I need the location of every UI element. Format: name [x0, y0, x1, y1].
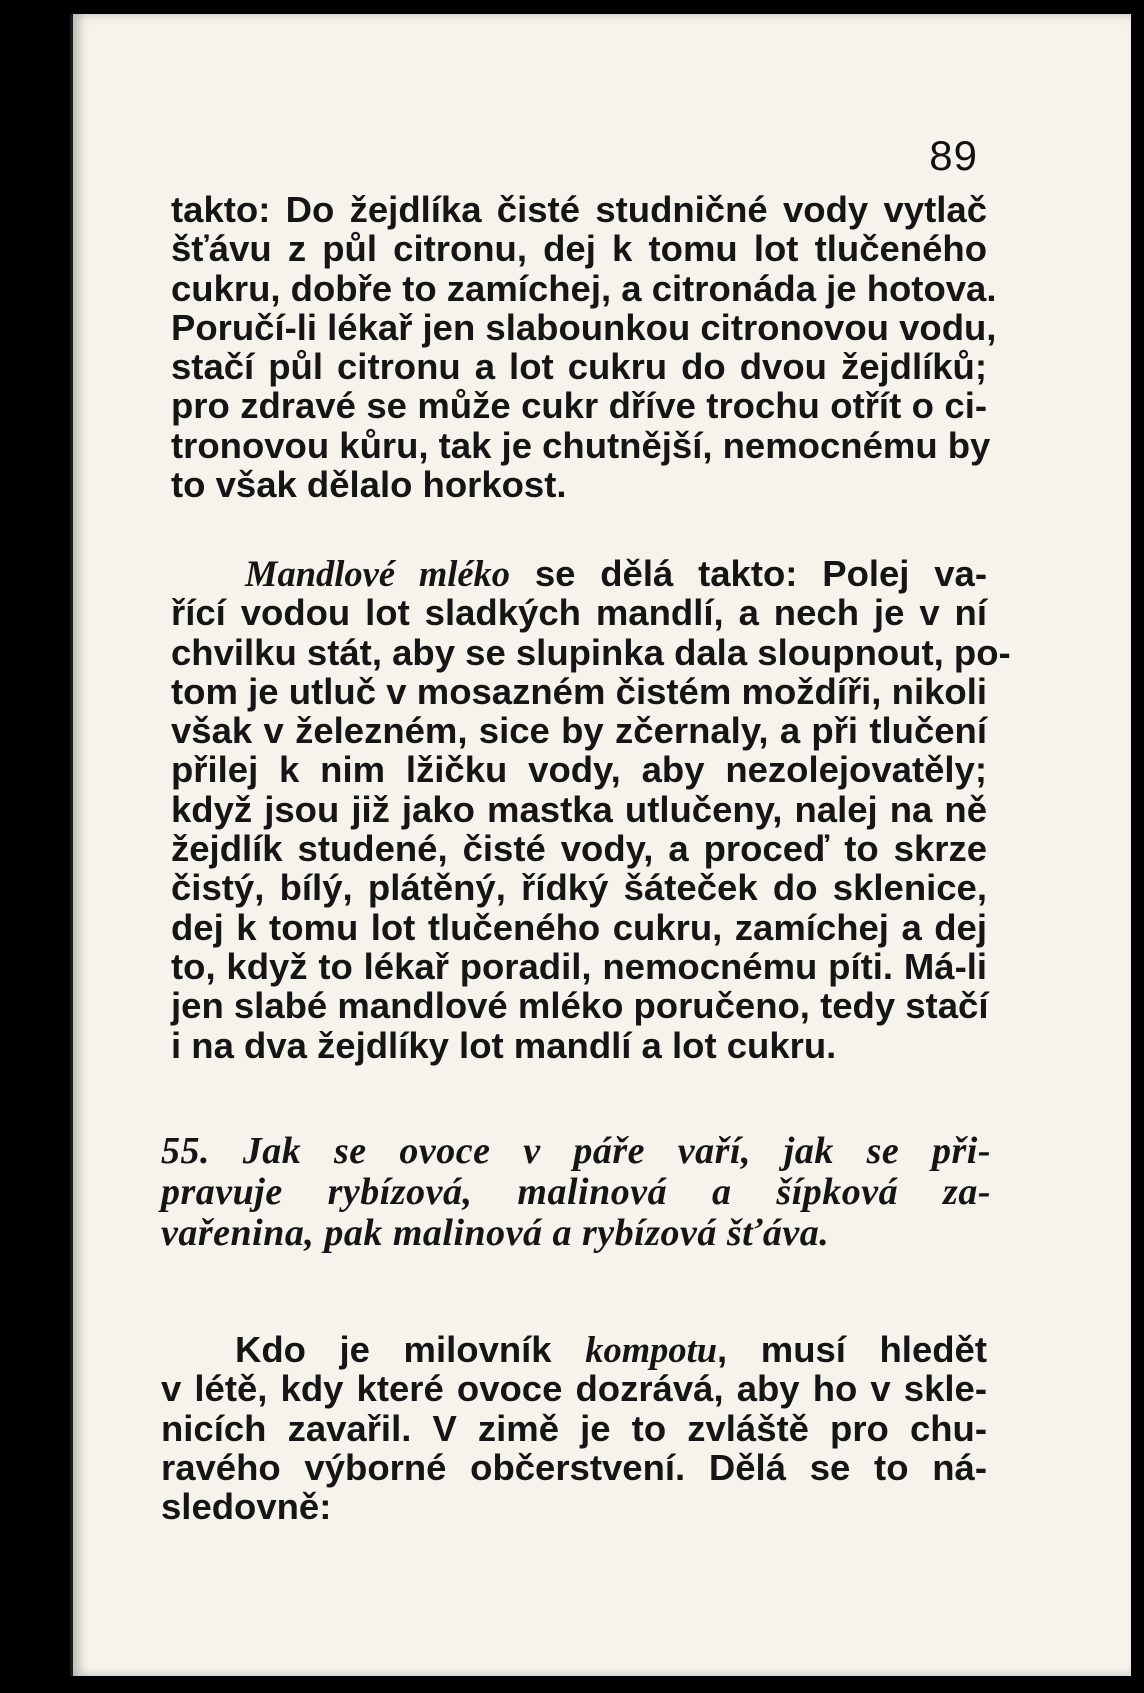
text-line: šťávu z půl citronu, dej k tomu lot tlučeného	[171, 228, 987, 270]
italic-term: kompotu	[585, 1329, 718, 1370]
text-line: pro zdravé se může cukr dříve trochu otřít o ci-	[171, 385, 987, 427]
text-line: to však dělalo horkost.	[171, 464, 567, 506]
text-line: řící vodou lot sladkých mandlí, a nech je v ní	[171, 592, 987, 634]
text-line: Poručí-li lékař jen slabounkou citronovou vodu,	[171, 306, 997, 348]
paragraph-citronada	[171, 189, 997, 506]
text-line: dej k tomu lot tlučeného cukru, zamíchej a dej	[171, 906, 987, 948]
text-line: přilej k nim lžičku vody, aby nezolejovatěly;	[171, 749, 987, 791]
text-line: tronovou kůru, tak je chutnější, nemocnému by	[171, 424, 991, 466]
text-line: žejdlík studené, čisté vody, a proceď to skrze	[171, 828, 987, 870]
text-line-lead	[171, 554, 987, 593]
paragraph-mandlove-mleko	[171, 553, 1011, 1066]
page-number: 89	[929, 132, 978, 179]
text-line: cukru, dobře to zamíchej, a citronáda je hotova.	[171, 267, 997, 309]
heading-line: vařenina, pak malinová a rybízová šťáva.	[161, 1212, 830, 1254]
italic-term: Mandlové mléko	[245, 553, 511, 594]
paragraph-kompot	[161, 1330, 987, 1526]
text-line: i na dva žejdlíky lot mandlí a lot cukru.	[171, 1024, 837, 1066]
text-line: chvilku stát, aby se slupinka dala sloupnout, po-	[171, 631, 1011, 673]
text-line: takto: Do žejdlíka čisté studničné vody vytlač	[171, 189, 987, 230]
text-line: ravého výborné občerstvení. Dělá se to ná-	[161, 1446, 987, 1488]
text-line: čistý, bílý, plátěný, řídký šáteček do sklenice,	[171, 867, 987, 909]
text-line: když jsou již jako mastka utlučeny, nalej na ně	[171, 788, 987, 830]
text-line: však v železném, sice by zčernaly, a při tlučení	[171, 710, 987, 752]
heading-line: pravuje rybízová, malinová a šípková za-	[161, 1171, 991, 1213]
text-line: tom je utluč v mosazném čistém moždíři, nikoli	[171, 670, 987, 712]
lead-text: Kdo je milovník	[235, 1329, 586, 1370]
heading-line: 55. Jak se ovoce v páře vaří, jak se při-	[161, 1130, 991, 1172]
text-line: nicích zavařil. V zimě je to zvláště pro chu-	[161, 1407, 987, 1449]
book-page	[70, 14, 1131, 1676]
text-line: sledovně:	[161, 1486, 332, 1528]
lead-text-rest: , musí hledět	[717, 1329, 987, 1370]
text-line: to, když to lékař poradil, nemocnému píti. Má-li	[171, 945, 987, 987]
section-heading-55	[161, 1131, 991, 1254]
text-line: v létě, kdy které ovoce dozrává, aby ho v skle-	[161, 1368, 987, 1410]
text-line-lead	[161, 1330, 987, 1369]
text-line: jen slabé mandlové mléko poručeno, tedy stačí	[171, 985, 989, 1027]
lead-text: se dělá takto: Polej va-	[510, 553, 987, 594]
text-line: stačí půl citronu a lot cukru do dvou žejdlíků;	[171, 346, 987, 388]
